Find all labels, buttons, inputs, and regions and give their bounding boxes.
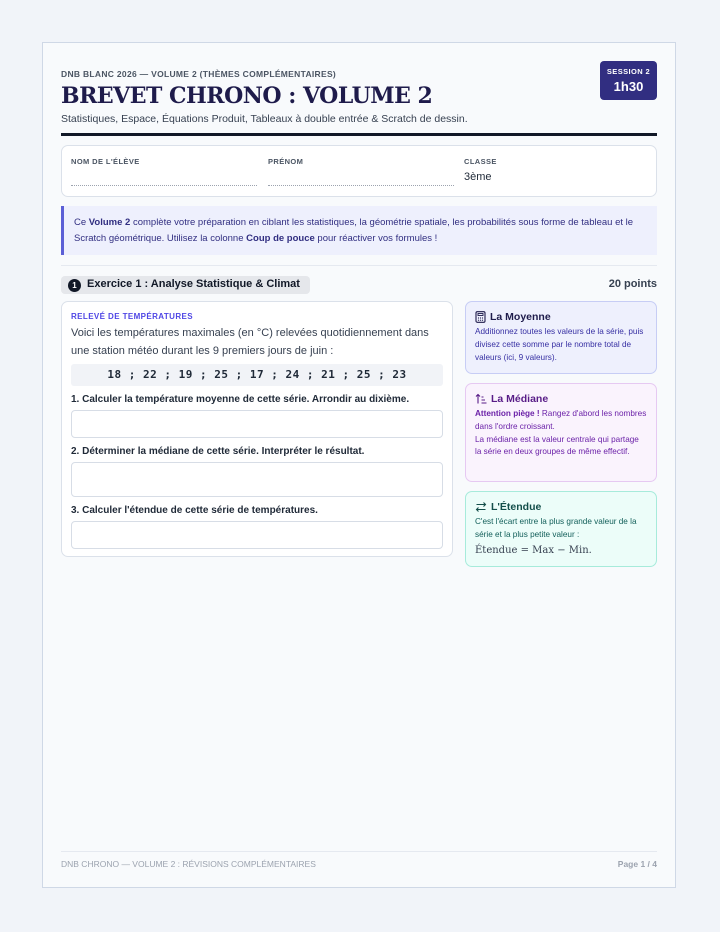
session-duration: 1h30 [613,79,644,94]
section-divider [61,265,657,266]
question-1: 1. Calculer la température moyenne de cette série. Arrondir au dixième. [71,394,410,405]
tip-card-range [465,491,657,567]
tip-median-body-1: Rangez d'abord les nombres dans l'ordre croissant. [475,409,647,431]
student-name-field[interactable] [71,157,257,186]
tip-mean-body: Additionnez toutes les valeurs de la série, puis divisez cette somme par le nombre total de valeurs (ici, 9 valeurs). [475,327,644,362]
exercise-title: Exercice 1 : Analyse Statistique & Climat [87,278,300,290]
tip-range-body: C'est l'écart entre la plus grande valeur de la série et la plus petite valeur : [475,517,637,539]
intro-text-1: Ce [74,217,89,228]
answer-field-3[interactable] [71,521,443,549]
intro-bold-coup-de-pouce: Coup de pouce [246,233,315,244]
swap-arrows-icon [475,501,487,513]
tip-median-warning: Attention piège ! [475,409,540,418]
page-subtitle: Statistiques, Espace, Équations Produit, Tableaux à double entrée & Scratch de dessin. [61,113,468,125]
student-class-field [464,157,497,183]
tip-card-median [465,383,657,482]
student-name-line[interactable] [71,185,257,186]
calculator-icon [475,311,486,323]
intro-text-3: pour réactiver vos formules ! [314,233,438,244]
student-firstname-line[interactable] [268,185,454,186]
sort-ascending-icon [475,393,487,405]
exercise-statement: Voici les températures maximales (en °C) relevées quotidiennement dans une station météo durant les 9 premiers jours de juin : [71,327,429,357]
intro-callout [61,206,657,255]
tip-range-formula: Étendue = Max − Min. [475,544,592,556]
page-title: BREVET CHRONO : VOLUME 2 [61,83,433,109]
exercise-points: 20 points [608,278,657,290]
answer-field-1[interactable] [71,410,443,438]
student-class-value: 3ème [464,171,492,183]
student-identity-box [61,145,657,197]
exercise-number-badge: 1 [68,279,81,292]
student-class-label: CLASSE [464,157,497,166]
student-firstname-label: PRÉNOM [268,157,304,166]
student-firstname-field[interactable] [268,157,454,186]
data-kicker: RELEVÉ DE TEMPÉRATURES [71,312,193,321]
student-name-label: NOM DE L'ÉLÈVE [71,157,140,166]
temperature-series: 18 ; 22 ; 19 ; 25 ; 17 ; 24 ; 21 ; 25 ; 23 [71,364,443,386]
answer-field-2[interactable] [71,462,443,497]
question-3: 3. Calculer l'étendue de cette série de températures. [71,505,318,516]
tip-mean-title: La Moyenne [490,311,551,323]
intro-text-2: complète votre préparation en ciblant les statistiques, la géométrie spatiale, les probabilités sous forme de tableau et le Scratch géométrique. Utilisez la colonne [74,217,634,244]
intro-bold-volume: Volume 2 [88,217,131,228]
exercise-card [61,301,453,557]
exam-kicker: DNB BLANC 2026 — VOLUME 2 (THÈMES COMPLÉMENTAIRES) [61,69,337,79]
page-number: Page 1 / 4 [617,859,657,869]
tip-range-title: L'Étendue [491,501,542,513]
tip-card-mean [465,301,657,374]
session-label: SESSION 2 [606,67,651,76]
exam-page [42,42,676,888]
exercise-header [61,276,310,294]
header-divider [61,133,657,136]
question-2: 2. Déterminer la médiane de cette série. Interpréter le résultat. [71,446,365,457]
tip-median-title: La Médiane [491,393,549,405]
footer-divider [61,851,657,852]
footer-title: DNB CHRONO — VOLUME 2 : RÉVISIONS COMPLÉMENTAIRES [61,859,316,869]
session-badge [600,61,657,100]
tip-median-body-2: La médiane est la valeur centrale qui partage la série en deux groupes de même effectif. [475,434,639,457]
